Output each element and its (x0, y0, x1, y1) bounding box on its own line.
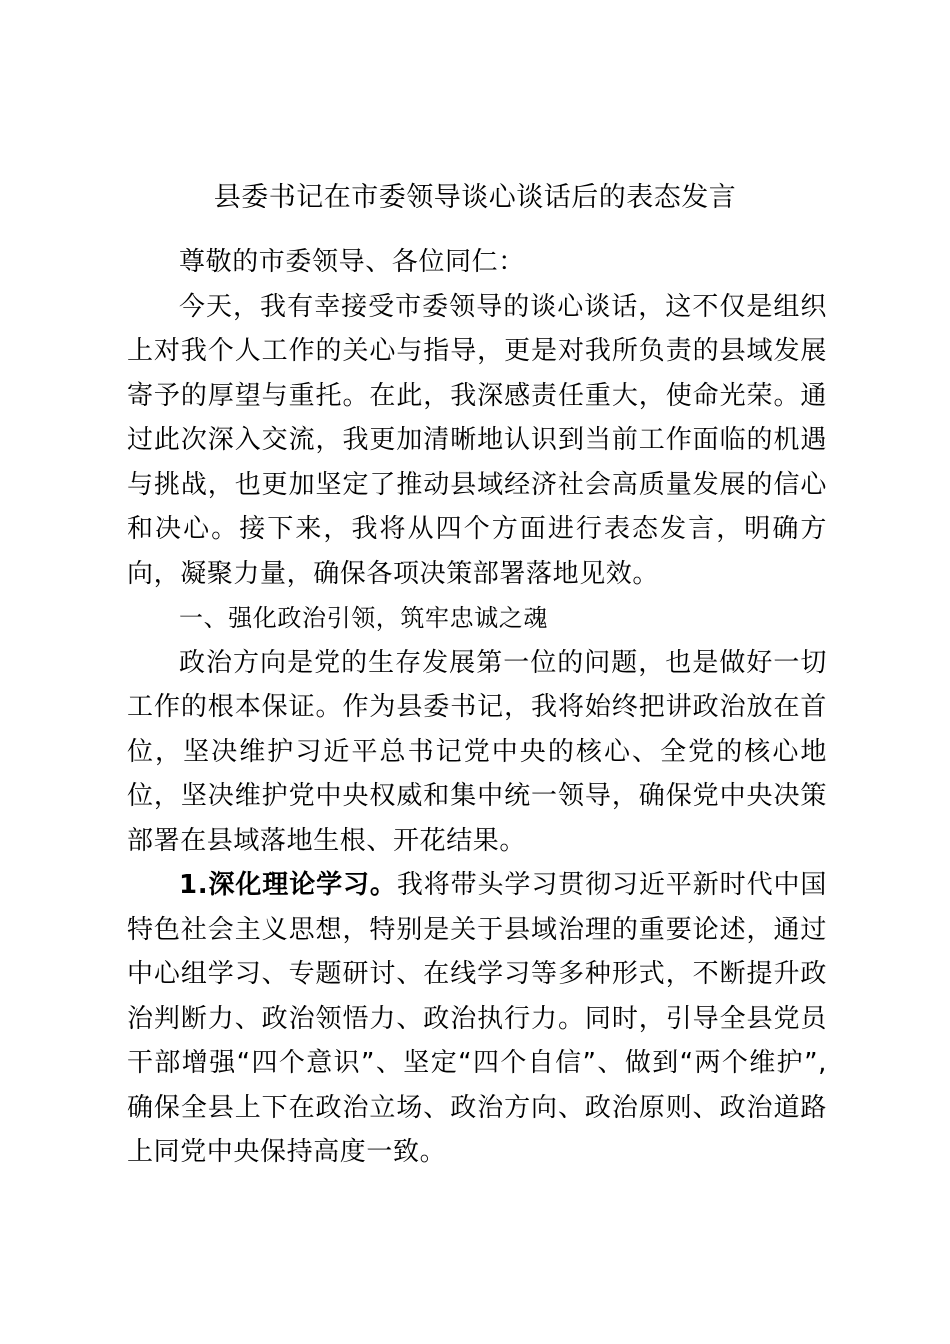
item-1-body: 我将带头学习贯彻习近平新时代中国特色社会主义思想，特别是关于县域治理的重要论述，通过中心组学习、专题研讨、在线学习等多种形式，不断提升政治判断力、政治领悟力、政治执行力。同时，引导全县党员干部增强“四个意识”、坚定“四个自信”、做到“两个维护”,确保全县上下在政治立场、政治方向、政治原则、政治道路上同党中央保持高度一致。 (127, 870, 827, 1167)
document-body (127, 240, 827, 1175)
section-1-paragraph: 政治方向是党的生存发展第一位的问题，也是做好一切工作的根本保证。作为县委书记，我将始终把讲政治放在首位，坚决维护习近平总书记党中央的核心、全党的核心地位，坚决维护党中央权威和集中统一领导，确保党中央决策部署在县域落地生根、开花结果。 (127, 647, 827, 856)
document-title: 县委书记在市委领导谈心谈话后的表态发言 (213, 182, 737, 213)
item-1-lead: 1.深化理论学习。 (179, 870, 397, 900)
salutation: 尊敬的市委领导、各位同仁： (179, 247, 525, 277)
intro-paragraph: 今天，我有幸接受市委领导的谈心谈话，这不仅是组织上对我个人工作的关心与指导，更是对我所负责的县域发展寄予的厚望与重托。在此，我深感责任重大，使命光荣。通过此次深入交流，我更加清晰地认识到当前工作面临的机遇与挑战，也更加坚定了推动县域经济社会高质量发展的信心和决心。接下来，我将从四个方面进行表态发言，明确方向，凝聚力量，确保各项决策部署落地见效。 (127, 291, 827, 589)
section-1-heading: 一、强化政治引领，筑牢忠诚之魂 (179, 604, 548, 632)
item-1-paragraph (127, 863, 827, 1175)
